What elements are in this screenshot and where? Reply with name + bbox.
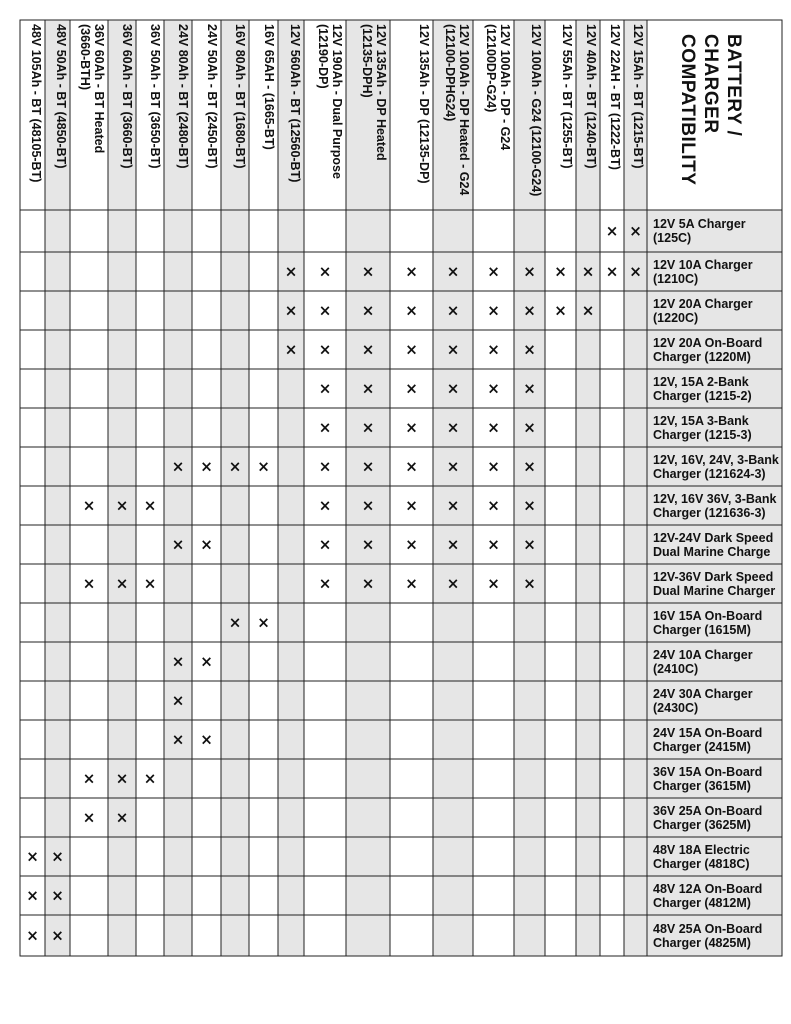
compatible-mark: × bbox=[554, 301, 567, 320]
compatible-mark: × bbox=[257, 613, 270, 632]
compatible-mark: × bbox=[200, 730, 213, 749]
compatible-mark: × bbox=[318, 340, 332, 359]
charger-label: 16V 15A On-Board Charger (1615M) bbox=[653, 608, 763, 637]
compatible-mark: × bbox=[82, 574, 96, 593]
compatible-mark: × bbox=[361, 574, 375, 593]
compatible-mark: × bbox=[171, 652, 185, 671]
compatible-mark: × bbox=[487, 574, 500, 593]
charger-label: 12V 10A Charger (1210C) bbox=[653, 257, 753, 286]
compatible-mark: × bbox=[487, 496, 500, 515]
compatible-mark: × bbox=[487, 340, 500, 359]
compatible-mark: × bbox=[446, 340, 460, 359]
charger-label: 12V-36V Dark Speed Dual Marine Charger bbox=[653, 569, 776, 598]
compatible-mark: × bbox=[82, 808, 96, 827]
compatible-mark: × bbox=[361, 262, 375, 281]
compatible-mark: × bbox=[361, 535, 375, 554]
compatible-mark: × bbox=[200, 535, 213, 554]
battery-label: 36V 60Ah - BT (3660-BT) bbox=[120, 24, 134, 169]
compatible-mark: × bbox=[171, 691, 185, 710]
battery-label: 12V 135Ah - DP (12135-DP) bbox=[417, 24, 431, 184]
compatible-mark: × bbox=[228, 457, 242, 476]
compatible-mark: × bbox=[405, 496, 418, 515]
compatible-mark: × bbox=[405, 262, 418, 281]
compatible-mark: × bbox=[115, 574, 129, 593]
compatible-mark: × bbox=[228, 613, 242, 632]
compatible-mark: × bbox=[487, 262, 500, 281]
compatible-mark: × bbox=[405, 301, 418, 320]
compatible-mark: × bbox=[284, 301, 298, 320]
compatible-mark: × bbox=[51, 886, 64, 905]
compatible-mark: × bbox=[318, 535, 332, 554]
compatible-mark: × bbox=[51, 847, 64, 866]
battery-label: 24V 80Ah - BT (2480-BT) bbox=[176, 24, 190, 169]
compatible-mark: × bbox=[200, 652, 213, 671]
compatible-mark: × bbox=[361, 301, 375, 320]
battery-label: 48V 105Ah - BT (48105-BT) bbox=[29, 24, 43, 183]
compatible-mark: × bbox=[446, 496, 460, 515]
compatible-mark: × bbox=[523, 418, 536, 437]
battery-label: 12V 22AH - BT (1222-BT) bbox=[608, 24, 622, 170]
compatible-mark: × bbox=[318, 574, 332, 593]
compatible-mark: × bbox=[171, 457, 185, 476]
compatible-mark: × bbox=[523, 457, 536, 476]
compatible-mark: × bbox=[446, 535, 460, 554]
charger-label: 48V 12A On-Board Charger (4812M) bbox=[653, 881, 763, 910]
charger-label: 36V 15A On-Board Charger (3615M) bbox=[653, 764, 763, 793]
charger-label: 12V 20A On-Board Charger (1220M) bbox=[653, 335, 763, 364]
compatible-mark: × bbox=[487, 457, 500, 476]
compatible-mark: × bbox=[361, 340, 375, 359]
compatible-mark: × bbox=[318, 262, 332, 281]
battery-label: 16V 65AH - (1665-BT) bbox=[262, 24, 276, 150]
charger-label: 24V 10A Charger (2410C) bbox=[653, 647, 753, 676]
compatible-mark: × bbox=[605, 262, 619, 281]
compatible-mark: × bbox=[143, 769, 157, 788]
compatible-mark: × bbox=[629, 262, 642, 281]
compatible-mark: × bbox=[405, 340, 418, 359]
compatible-mark: × bbox=[405, 379, 418, 398]
battery-label: 16V 80Ah - BT (1680-BT) bbox=[233, 24, 247, 169]
compatible-mark: × bbox=[171, 535, 185, 554]
compatible-mark: × bbox=[405, 535, 418, 554]
charger-label: 12V, 15A 3-Bank Charger (1215-3) bbox=[653, 413, 752, 442]
compatible-mark: × bbox=[523, 574, 536, 593]
compatible-mark: × bbox=[523, 301, 536, 320]
compatible-mark: × bbox=[361, 496, 375, 515]
compatible-mark: × bbox=[26, 847, 39, 866]
compatible-mark: × bbox=[143, 574, 157, 593]
charger-label: 12V, 16V 36V, 3-Bank Charger (121636-3) bbox=[653, 491, 777, 520]
compatible-mark: × bbox=[115, 496, 129, 515]
compatible-mark: × bbox=[82, 769, 96, 788]
compatible-mark: × bbox=[446, 301, 460, 320]
compatible-mark: × bbox=[257, 457, 270, 476]
charger-label: 12V 5A Charger (125C) bbox=[653, 217, 746, 245]
compatible-mark: × bbox=[405, 418, 418, 437]
compatible-mark: × bbox=[629, 222, 642, 240]
compatible-mark: × bbox=[318, 496, 332, 515]
compatible-mark: × bbox=[115, 769, 129, 788]
compatible-mark: × bbox=[446, 457, 460, 476]
compatible-mark: × bbox=[405, 574, 418, 593]
battery-label: 12V 100Ah - G24 (12100-G24) bbox=[529, 24, 543, 197]
battery-label: 12V 190Ah - Dual Purpose (12190-DP) bbox=[316, 24, 344, 179]
compatible-mark: × bbox=[26, 886, 39, 905]
compatible-mark: × bbox=[318, 457, 332, 476]
compatible-mark: × bbox=[523, 379, 536, 398]
compatible-mark: × bbox=[171, 730, 185, 749]
compatible-mark: × bbox=[143, 496, 157, 515]
battery-label: 36V 60Ah - BT Heated (3660-BTH) bbox=[78, 24, 106, 154]
compatible-mark: × bbox=[605, 222, 619, 240]
charger-label: 12V 20A Charger (1220C) bbox=[653, 296, 753, 325]
charger-label: 12V, 16V, 24V, 3-Bank Charger (121624-3) bbox=[653, 452, 779, 481]
compatible-mark: × bbox=[523, 340, 536, 359]
compatible-mark: × bbox=[446, 418, 460, 437]
charger-label: 12V-24V Dark Speed Dual Marine Charge bbox=[653, 530, 774, 559]
battery-label: 12V 100Ah - DP Heated - G24 (12100-DPHG24) bbox=[443, 24, 471, 196]
compatible-mark: × bbox=[523, 535, 536, 554]
compatible-mark: × bbox=[284, 340, 298, 359]
compatible-mark: × bbox=[487, 535, 500, 554]
compatible-mark: × bbox=[446, 574, 460, 593]
compatible-mark: × bbox=[26, 926, 39, 945]
battery-label: 12V 15Ah - BT (1215-BT) bbox=[631, 24, 645, 169]
compatible-mark: × bbox=[284, 262, 298, 281]
charger-label: 12V, 15A 2-Bank Charger (1215-2) bbox=[653, 374, 752, 403]
charger-label: 48V 25A On-Board Charger (4825M) bbox=[653, 921, 763, 950]
battery-label: 12V 560Ah - BT (12560-BT) bbox=[288, 24, 302, 183]
battery-label: 12V 40Ah - BT (1240-BT) bbox=[584, 24, 598, 169]
compatible-mark: × bbox=[51, 926, 64, 945]
compatible-mark: × bbox=[405, 457, 418, 476]
compatible-mark: × bbox=[487, 379, 500, 398]
table-title: BATTERY / CHARGER COMPATIBILITY bbox=[677, 34, 744, 186]
compatible-mark: × bbox=[487, 418, 500, 437]
battery-label: 12V 100Ah - DP - G24 (12100DP-G24) bbox=[484, 24, 512, 151]
compatible-mark: × bbox=[361, 418, 375, 437]
compatible-mark: × bbox=[361, 379, 375, 398]
battery-label: 36V 50Ah - BT (3650-BT) bbox=[148, 24, 162, 169]
compatible-mark: × bbox=[523, 262, 536, 281]
battery-label: 12V 135Ah - DP Heated (12135-DPH) bbox=[360, 24, 388, 161]
charger-label: 36V 25A On-Board Charger (3625M) bbox=[653, 803, 763, 832]
compatible-mark: × bbox=[554, 262, 567, 281]
charger-label: 24V 15A On-Board Charger (2415M) bbox=[653, 725, 763, 754]
compatible-mark: × bbox=[361, 457, 375, 476]
charger-label: 48V 18A Electric Charger (4818C) bbox=[653, 842, 750, 871]
battery-label: 24V 50Ah - BT (2450-BT) bbox=[205, 24, 219, 169]
compatible-mark: × bbox=[318, 379, 332, 398]
compatible-mark: × bbox=[318, 301, 332, 320]
compatible-mark: × bbox=[487, 301, 500, 320]
compatible-mark: × bbox=[318, 418, 332, 437]
compatible-mark: × bbox=[581, 301, 595, 320]
compatible-mark: × bbox=[446, 262, 460, 281]
battery-label: 12V 55Ah - BT (1255-BT) bbox=[560, 24, 574, 169]
compatible-mark: × bbox=[82, 496, 96, 515]
compatible-mark: × bbox=[446, 379, 460, 398]
battery-label: 48V 50Ah - BT (4850-BT) bbox=[54, 24, 68, 169]
compatible-mark: × bbox=[581, 262, 595, 281]
charger-label: 24V 30A Charger (2430C) bbox=[653, 686, 753, 715]
compatible-mark: × bbox=[523, 496, 536, 515]
compatible-mark: × bbox=[115, 808, 129, 827]
compatible-mark: × bbox=[200, 457, 213, 476]
